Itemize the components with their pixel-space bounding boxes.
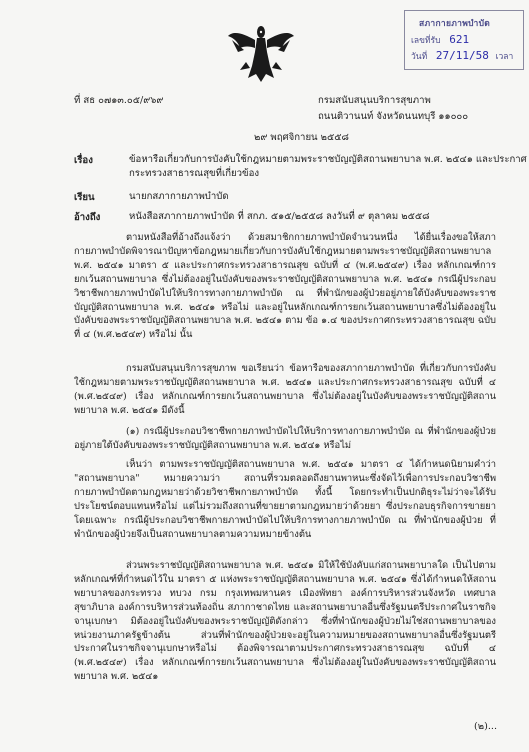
body-paragraph-3: (๑) กรณีผู้ประกอบวิชาชีพกายภาพบำบัดไปให้บริการทางกายภาพบำบัด ณ ที่พำนักของผู้ป่วยอยู่ภายใต้บังคับของพระราชบัญญัติสถานพยาบาล พ.ศ. ๒๕๔๑ หรือไม่: [74, 426, 496, 451]
stamp-receive-row: [411, 33, 469, 47]
stamp-date-label: วันที่: [411, 52, 428, 62]
body-paragraph-1: ตามหนังสือที่อ้างถึงแจ้งว่า ด้วยสมาชิกกายภาพบำบัดจำนวนหนึ่ง ได้ยื่นเรื่องขอให้สภากายภาพบำบัดพิจารณาปัญหาข้อกฎหมายเกี่ยวกับการบังคับใช้กฎหมายตามพระราชบัญญัติสถานพยาบาล พ.ศ. ๒๕๔๑ มาตรา ๕ และประกาศกระทรวงสาธารณสุข ฉบับที่ ๔ (พ.ศ.๒๕๔๙) เรื่อง หลักเกณฑ์การยกเว้นสถานพยาบาล ซึ่งไม่ต้องอยู่ในบังคับของพระราชบัญญัติสถานพยาบาล พ.ศ. ๒๕๔๑ กรณีผู้ประกอบวิชาชีพกายภาพบำบัดไปให้บริการทางกายภาพบำบัด ณ ที่พำนักของผู้ป่วยอยู่ภายใต้บังคับของพระราชบัญญัติสถานพยาบาล พ.ศ. ๒๕๔๑ หรือไม่ และอยู่ในหลักเกณฑ์การยกเว้นสถานพยาบาลซึ่งไม่ต้องอยู่ในบังคับของพระราชบัญญัติสถานพยาบาล พ.ศ. ๒๕๔๑ ตาม ข้อ ๑.๔ ของประกาศกระทรวงสาธารณสุข ฉบับที่ ๔ (พ.ศ.๒๕๔๙) หรือไม่ นั้น: [74, 232, 496, 341]
subject-line-2: กระทรวงสาธารณสุขที่เกี่ยวข้อง: [129, 168, 260, 179]
document-number: ที่ สธ ๐๗๑๓.๐๕/๙๖๙: [74, 95, 164, 106]
organization-address: ถนนติวานนท์ จังหวัดนนทบุรี ๑๑๐๐๐: [318, 111, 469, 122]
subject-label: เรื่อง: [74, 155, 93, 166]
addressee: นายกสภากายภาพบำบัด: [129, 191, 229, 202]
page-continuation: (๒)...: [474, 721, 497, 732]
stamp-date-value: 27/11/58: [435, 49, 489, 62]
stamp-date-row: [411, 49, 513, 63]
receipt-stamp: [404, 10, 524, 70]
body-paragraph-2: กรมสนับสนุนบริการสุขภาพ ขอเรียนว่า ข้อหารือของสภากายภาพบำบัด ที่เกี่ยวกับการบังคับใช้กฎหมายตามพระราชบัญญัติสถานพยาบาล พ.ศ. ๒๕๔๑ และประกาศกระทรวงสาธารณสุข ฉบับที่ ๔ (พ.ศ.๒๕๔๙) เรื่อง หลักเกณฑ์การยกเว้นสถานพยาบาล ซึ่งไม่ต้องอยู่ในบังคับของพระราชบัญญัติสถานพยาบาล พ.ศ. ๒๕๔๑ มีดังนี้: [74, 363, 496, 416]
body-paragraph-4: เห็นว่า ตามพระราชบัญญัติสถานพยาบาล พ.ศ. ๒๕๔๑ มาตรา ๔ ได้กำหนดนิยามคำว่า "สถานพยาบาล" หมายความว่า สถานที่รวมตลอดถึงยานพาหนะซึ่งจัดไว้เพื่อการประกอบวิชาชีพกายภาพบำบัดตามกฎหมายว่าด้วยวิชาชีพกายภาพบำบัด ทั้งนี้ โดยกระทำเป็นปกติธุระไม่ว่าจะได้รับประโยชน์ตอบแทนหรือไม่ แต่ไม่รวมถึงสถานที่ขายยาตามกฎหมายว่าด้วยยา ซึ่งประกอบธุรกิจการขายยาโดยเฉพาะ กรณีผู้ประกอบวิชาชีพกายภาพบำบัดไปให้บริการทางกายภาพบำบัด ณ ที่พำนักของผู้ป่วย ที่พำนักของผู้ป่วยจึงเป็นสถานพยาบาลตามความหมายข้างต้น: [74, 459, 496, 540]
subject-line-1: ข้อหารือเกี่ยวกับการบังคับใช้กฎหมายตามพระราชบัญญัติสถานพยาบาล พ.ศ. ๒๕๔๑ และประกาศ: [129, 154, 527, 165]
garuda-emblem-icon: [226, 22, 296, 86]
stamp-time-label: เวลา: [495, 52, 514, 62]
stamp-title: สภากายภาพบำบัด: [419, 19, 491, 29]
to-label: เรียน: [74, 192, 95, 203]
reference-label: อ้างถึง: [74, 212, 101, 223]
body-paragraph-5: ส่วนพระราชบัญญัติสถานพยาบาล พ.ศ. ๒๕๔๑ มิให้ใช้บังคับแก่สถานพยาบาลใด เป็นไปตามหลักเกณฑ์ที่กำหนดไว้ใน มาตรา ๕ แห่งพระราชบัญญัติสถานพยาบาล พ.ศ. ๒๕๔๑ ซึ่งได้กำหนดให้สถานพยาบาลของกระทรวง ทบวง กรม กรุงเทพมหานคร เมืองพัทยา องค์การบริหารส่วนจังหวัด เทศบาล สุขาภิบาล องค์การบริหารส่วนท้องถิ่น สภากาชาดไทย และสถานพยาบาลอื่นซึ่งรัฐมนตรีประกาศในราชกิจจานุเบกษา มิต้องอยู่ในบังคับของพระราชบัญญัติดังกล่าว ซึ่งที่พำนักของผู้ป่วยไม่ใช่สถานพยาบาลของหน่วยงานภาครัฐข้างต้น ส่วนที่พำนักของผู้ป่วยจะอยู่ในความหมายของสถานพยาบาลอื่นซึ่งรัฐมนตรีประกาศในราชกิจจานุเบกษาหรือไม่ ต้องพิจารณาตามประกาศกระทรวงสาธารณสุข ฉบับที่ ๔ (พ.ศ.๒๕๔๙) เรื่อง หลักเกณฑ์การยกเว้นสถานพยาบาล ซึ่งไม่ต้องอยู่ในบังคับของพระราชบัญญัติสถานพยาบาล พ.ศ. ๒๕๔๑: [74, 560, 496, 683]
stamp-receive-label: เลขที่รับ: [411, 36, 441, 46]
issuing-organization: กรมสนับสนุนบริการสุขภาพ: [318, 95, 431, 106]
stamp-receive-number: 621: [449, 33, 470, 46]
reference-text: หนังสือสภากายภาพบำบัด ที่ สกภ. ๕๑๕/๒๕๕๘ ลงวันที่ ๙ ตุลาคม ๒๕๕๘: [129, 211, 430, 222]
document-date: ๒๙ พฤศจิกายน ๒๕๕๘: [254, 132, 349, 143]
